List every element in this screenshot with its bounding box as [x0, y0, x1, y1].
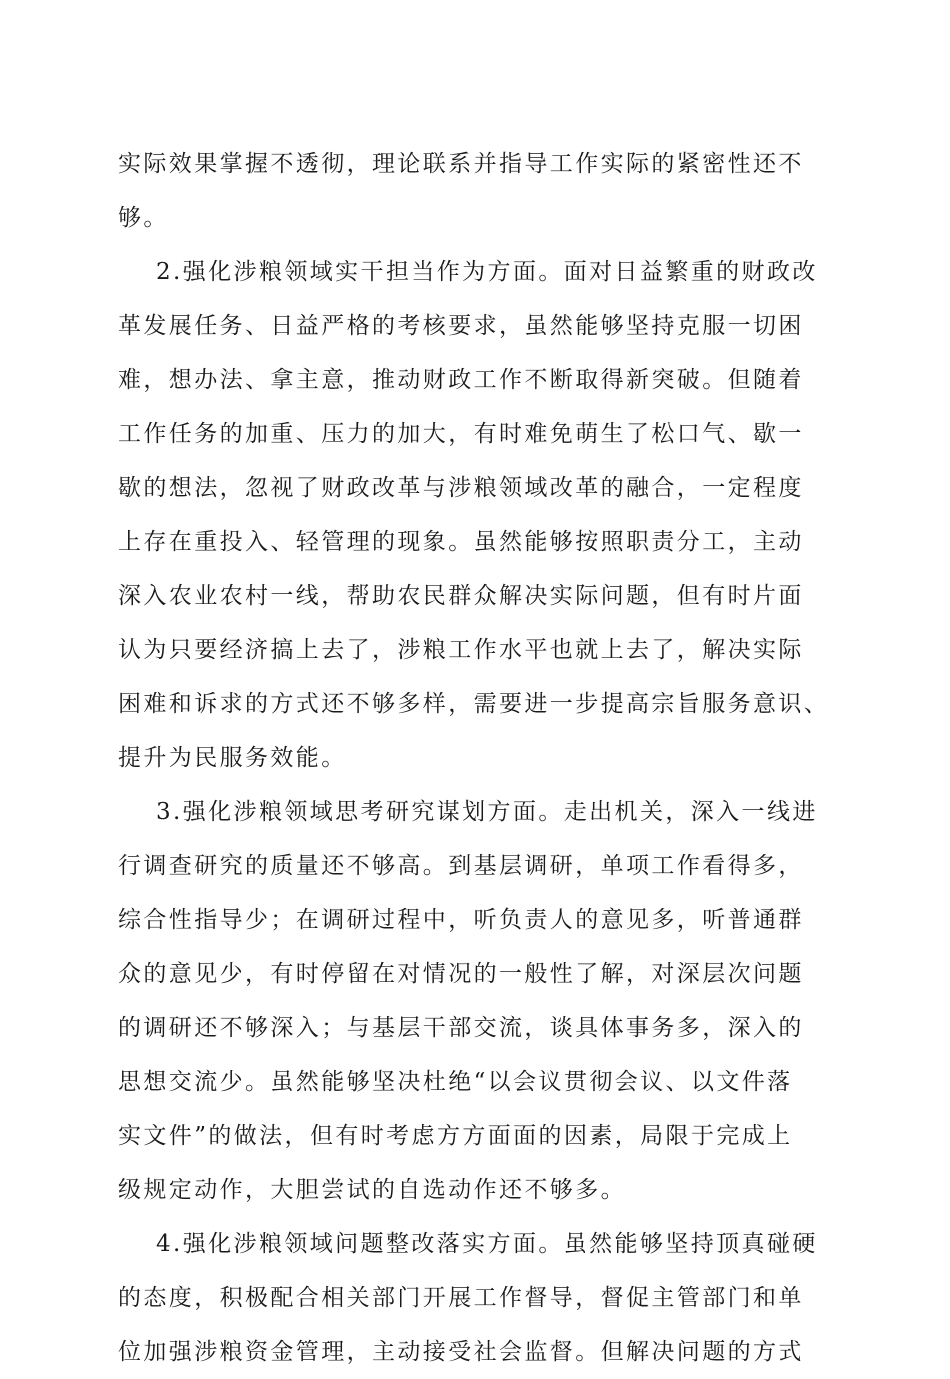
text-line: 革发展任务、日益严格的考核要求，虽然能够坚持克服一切困 — [118, 313, 804, 339]
text-line: 歇的想法，忽视了财政改革与涉粮领域改革的融合，一定程度 — [118, 475, 804, 501]
text-line: 困难和诉求的方式还不够多样，需要进一步提高宗旨服务意识、 — [118, 691, 830, 717]
text-line: 深入农业农村一线，帮助农民群众解决实际问题，但有时片面 — [118, 583, 804, 609]
text-line: 3.强化涉粮领域思考研究谋划方面。走出机关，深入一线进 — [156, 799, 818, 825]
text-line: 提升为民服务效能。 — [118, 745, 347, 771]
text-line: 综合性指导少；在调研过程中，听负责人的意见多，听普通群 — [118, 907, 804, 933]
text-line: 够。 — [118, 205, 169, 231]
text-line: 众的意见少，有时停留在对情况的一般性了解，对深层次问题 — [118, 961, 804, 987]
text-line: 思想交流少。虽然能够坚决杜绝“以会议贯彻会议、以文件落 — [118, 1069, 793, 1095]
body-text — [118, 137, 838, 1379]
text-line: 工作任务的加重、压力的加大，有时难免萌生了松口气、歇一 — [118, 421, 804, 447]
text-line: 2.强化涉粮领域实干担当作为方面。面对日益繁重的财政改 — [156, 259, 818, 285]
text-line: 4.强化涉粮领域问题整改落实方面。虽然能够坚持顶真碰硬 — [156, 1231, 818, 1257]
text-line: 认为只要经济搞上去了，涉粮工作水平也就上去了，解决实际 — [118, 637, 804, 663]
text-line: 的调研还不够深入；与基层干部交流，谈具体事务多，深入的 — [118, 1015, 804, 1041]
text-line: 行调查研究的质量还不够高。到基层调研，单项工作看得多， — [118, 853, 804, 879]
text-line: 的态度，积极配合相关部门开展工作督导，督促主管部门和单 — [118, 1285, 804, 1311]
text-line: 级规定动作，大胆尝试的自选动作还不够多。 — [118, 1177, 626, 1203]
text-line: 难，想办法、拿主意，推动财政工作不断取得新突破。但随着 — [118, 367, 804, 393]
text-line: 位加强涉粮资金管理，主动接受社会监督。但解决问题的方式 — [118, 1339, 804, 1365]
text-line: 实际效果掌握不透彻，理论联系并指导工作实际的紧密性还不 — [118, 151, 804, 177]
text-line: 实文件”的做法，但有时考虑方方面面的因素，局限于完成上 — [118, 1123, 793, 1149]
text-line: 上存在重投入、轻管理的现象。虽然能够按照职责分工，主动 — [118, 529, 804, 555]
